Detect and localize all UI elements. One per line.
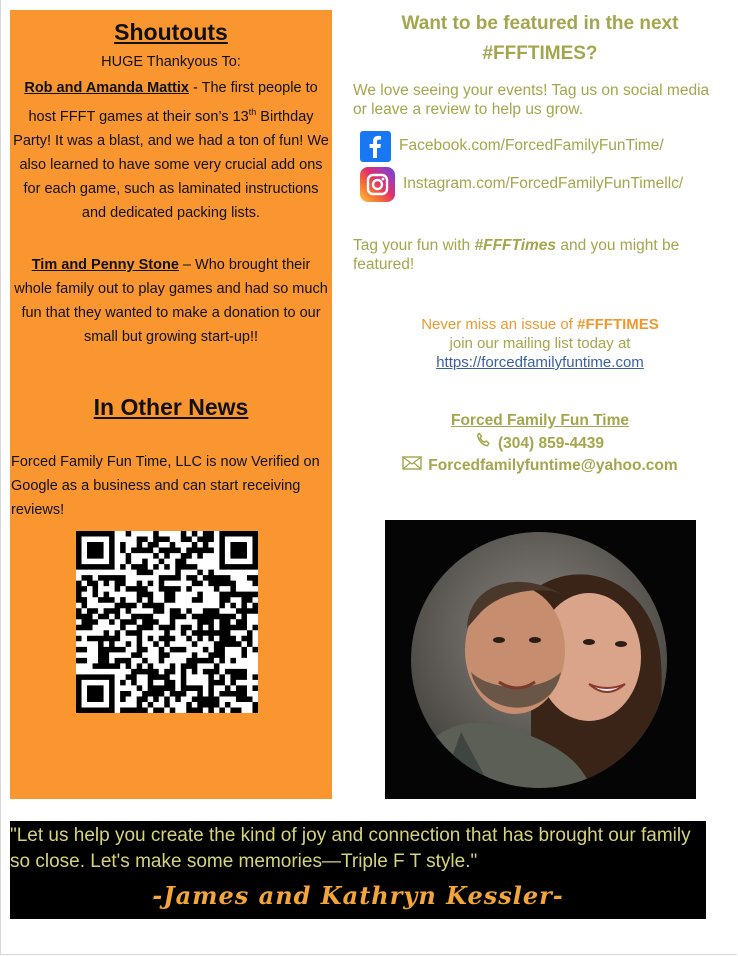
ordinal-sup: th bbox=[248, 107, 257, 117]
facebook-icon bbox=[360, 131, 391, 162]
owners-photo bbox=[385, 520, 696, 799]
love-text: We love seeing your events! Tag us on social media or leave a review to help us grow. bbox=[353, 82, 710, 118]
never-hashtag: #FFFTIMES bbox=[577, 316, 659, 333]
email-address[interactable]: Forcedfamilyfuntime@yahoo.com bbox=[428, 457, 678, 474]
shoutout-stone bbox=[13, 253, 329, 349]
quote-bar bbox=[10, 821, 706, 919]
thanks-line: HUGE Thankyous To: bbox=[101, 54, 241, 70]
shoutout-text: – Who brought their whole family out to play games and had so much fun that they wanted to make a donation to our small but growing start-up!! bbox=[14, 257, 328, 345]
shoutout-text-b: Birthday Party! It was a blast, and we had a ton of fun! We also learned to have some very crucial add ons for each game, such as laminated instructions and dedicated packing lists. bbox=[13, 108, 329, 221]
instagram-link[interactable]: Instagram.com/ForcedFamilyFunTimellc/ bbox=[403, 175, 684, 192]
shoutout-mattix bbox=[13, 76, 329, 225]
quote-text: "Let us help you create the kind of joy and connection that has brought our family so close. Let's make some memories—Triple F T style." bbox=[10, 825, 691, 872]
quote-signature: -James and Kathryn Kessler- bbox=[152, 881, 564, 910]
news-text: Forced Family Fun Time, LLC is now Verified on Google as a business and can start receiving reviews! bbox=[11, 454, 320, 518]
tag-hashtag: #FFFTimes bbox=[474, 237, 557, 254]
shoutouts-title: Shoutouts bbox=[114, 19, 228, 45]
qr-code[interactable] bbox=[76, 531, 258, 713]
mailing-list-block bbox=[353, 315, 727, 372]
facebook-row[interactable] bbox=[360, 131, 664, 161]
tag-text-a: Tag your fun with bbox=[353, 237, 475, 254]
instagram-icon bbox=[360, 167, 395, 202]
instagram-row[interactable] bbox=[360, 169, 683, 199]
shoutouts-panel bbox=[10, 10, 332, 799]
tag-text-c: and you might be featured! bbox=[353, 237, 680, 273]
news-title: In Other News bbox=[93, 394, 249, 420]
shoutout-name: Tim and Penny Stone bbox=[31, 257, 179, 273]
never-miss-text: Never miss an issue of bbox=[421, 316, 578, 333]
featured-hashtag: #FFFTIMES? bbox=[482, 43, 598, 64]
featured-heading bbox=[352, 9, 728, 69]
join-text: join our mailing list today at bbox=[449, 335, 631, 352]
tag-text bbox=[353, 236, 723, 274]
phone-row[interactable] bbox=[353, 432, 727, 455]
company-name: Forced Family Fun Time bbox=[450, 412, 629, 429]
shoutout-name: Rob and Amanda Mattix bbox=[24, 80, 189, 96]
owners-photo-circle bbox=[411, 532, 667, 788]
phone-number[interactable]: (304) 859-4439 bbox=[498, 434, 604, 452]
email-row[interactable] bbox=[353, 455, 727, 477]
phone-icon bbox=[476, 432, 492, 455]
facebook-link[interactable]: Facebook.com/ForcedFamilyFunTime/ bbox=[399, 137, 664, 154]
website-link[interactable]: https://forcedfamilyfuntime.com bbox=[436, 354, 644, 371]
contact-block bbox=[353, 410, 727, 477]
featured-line1: Want to be featured in the next bbox=[401, 13, 679, 34]
shoutout-text: - The first people to host FFFT games at their son’s 13 bbox=[28, 80, 318, 125]
mail-icon bbox=[402, 455, 422, 477]
qr-modules bbox=[76, 531, 258, 713]
